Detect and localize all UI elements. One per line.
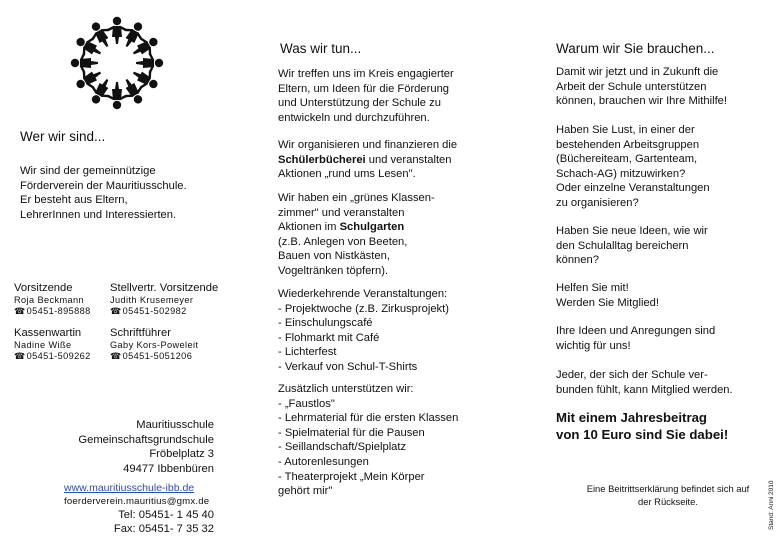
website-link[interactable]: www.mauritiusschule-ibb.de [64, 482, 195, 494]
section-heading-what: Was wir tun... [280, 41, 362, 56]
why-paragraph-2: Haben Sie Lust, in einer der bestehenden Arbeitsgruppen (Büchereiteam, Gartenteam, Schach-AG) mitzuwirken? Oder einzelne Veranstaltungen zu organisieren? [556, 124, 710, 209]
board-name: Gaby Kors-Poweleit [110, 340, 199, 350]
board-name: Nadine Wiße [14, 340, 72, 350]
why-paragraph-3: Haben Sie neue Ideen, wie wir den Schulalltag bereichern können? [556, 225, 708, 267]
board-phone: ☎ 05451-502982 [110, 306, 187, 317]
board-role: Kassenwartin [14, 327, 82, 339]
what-paragraph-2: Wir organisieren und finanzieren die Schülerbücherei und veranstalten Aktionen „rund ums Lesen". [278, 139, 458, 181]
board-name: Roja Beckmann [14, 295, 85, 305]
child-figure [108, 82, 126, 109]
school-address: Mauritiusschule Gemeinschaftsgrundschule Fröbelplatz 3 49477 Ibbenbüren [78, 419, 214, 475]
board-role: Vorsitzende [14, 282, 73, 294]
intro-text: Wir sind der gemeinnützige Förderverein der Mauritiusschule. Er besteht aus Eltern, LehrerInnen und Interessierten. [20, 165, 187, 221]
child-figure [136, 54, 163, 72]
why-paragraph-4: Helfen Sie mit! Werden Sie Mitglied! [556, 282, 660, 309]
what-paragraph-3: Wir haben ein „grünes Klassen- zimmer" und veranstalten Aktionen im Schulgarten (z.B. Anlegen von Beeten, Bauen von Nistkästen, Vogeltränken töpfern). [278, 192, 435, 277]
children-circle-logo [68, 14, 166, 112]
email-address: foerderverein.mauritius@gmx.de [64, 496, 210, 507]
board-phone: ☎ 05451-509262 [14, 351, 91, 362]
fax: Fax: 05451- 7 35 32 [113, 523, 214, 535]
additional-support-list: Zusätzlich unterstützen wir: - „Faustlos" - Lehrmaterial für die ersten Klassen - Spielmaterial für die Pausen - Seillandschaft/Spielplatz - Autorenlesungen - Theaterprojekt „Mein Körper gehört mir" [278, 383, 459, 498]
board-role: Stellvertr. Vorsitzende [110, 282, 219, 294]
telephone: Tel: 05451- 1 45 40 [118, 509, 214, 521]
board-name: Judith Krusemeyer [110, 295, 194, 305]
why-paragraph-6: Jeder, der sich der Schule ver- bunden fühlt, kann Mitglied werden. [556, 369, 733, 396]
what-paragraph-1: Wir treffen uns im Kreis engagierter Eltern, um Ideen für die Förderung und Unterstützung der Schule zu entwickeln und durchzuführen. [278, 68, 454, 124]
date-stamp: Stand: Anni 2010 [768, 480, 775, 530]
section-heading-why: Warum wir Sie brauchen... [556, 41, 715, 56]
board-phone: ☎ 05451-5051206 [110, 351, 192, 362]
section-heading-who: Wer wir sind... [20, 129, 106, 144]
board-role: Schriftführer [110, 327, 171, 339]
membership-form-note: Eine Beitrittserklärung befindet sich auf der Rückseite. [586, 483, 750, 507]
board-phone: ☎ 05451-895888 [14, 306, 91, 317]
recurring-events-list: Wiederkehrende Veranstaltungen: - Projektwoche (z.B. Zirkusprojekt) - Einschulungscafé - Flohmarkt mit Café - Lichterfest - Verkauf von Schul-T-Shirts [278, 288, 449, 373]
why-paragraph-1: Damit wir jetzt und in Zukunft die Arbeit der Schule unterstützen können, brauchen wir Ihre Mithilfe! [556, 66, 728, 108]
why-paragraph-5: Ihre Ideen und Anregungen sind wichtig für uns! [556, 325, 716, 352]
membership-fee-callout: Mit einem Jahresbeitrag von 10 Euro sind Sie dabei! [556, 410, 729, 442]
child-figure [108, 17, 126, 44]
child-figure [71, 54, 98, 72]
